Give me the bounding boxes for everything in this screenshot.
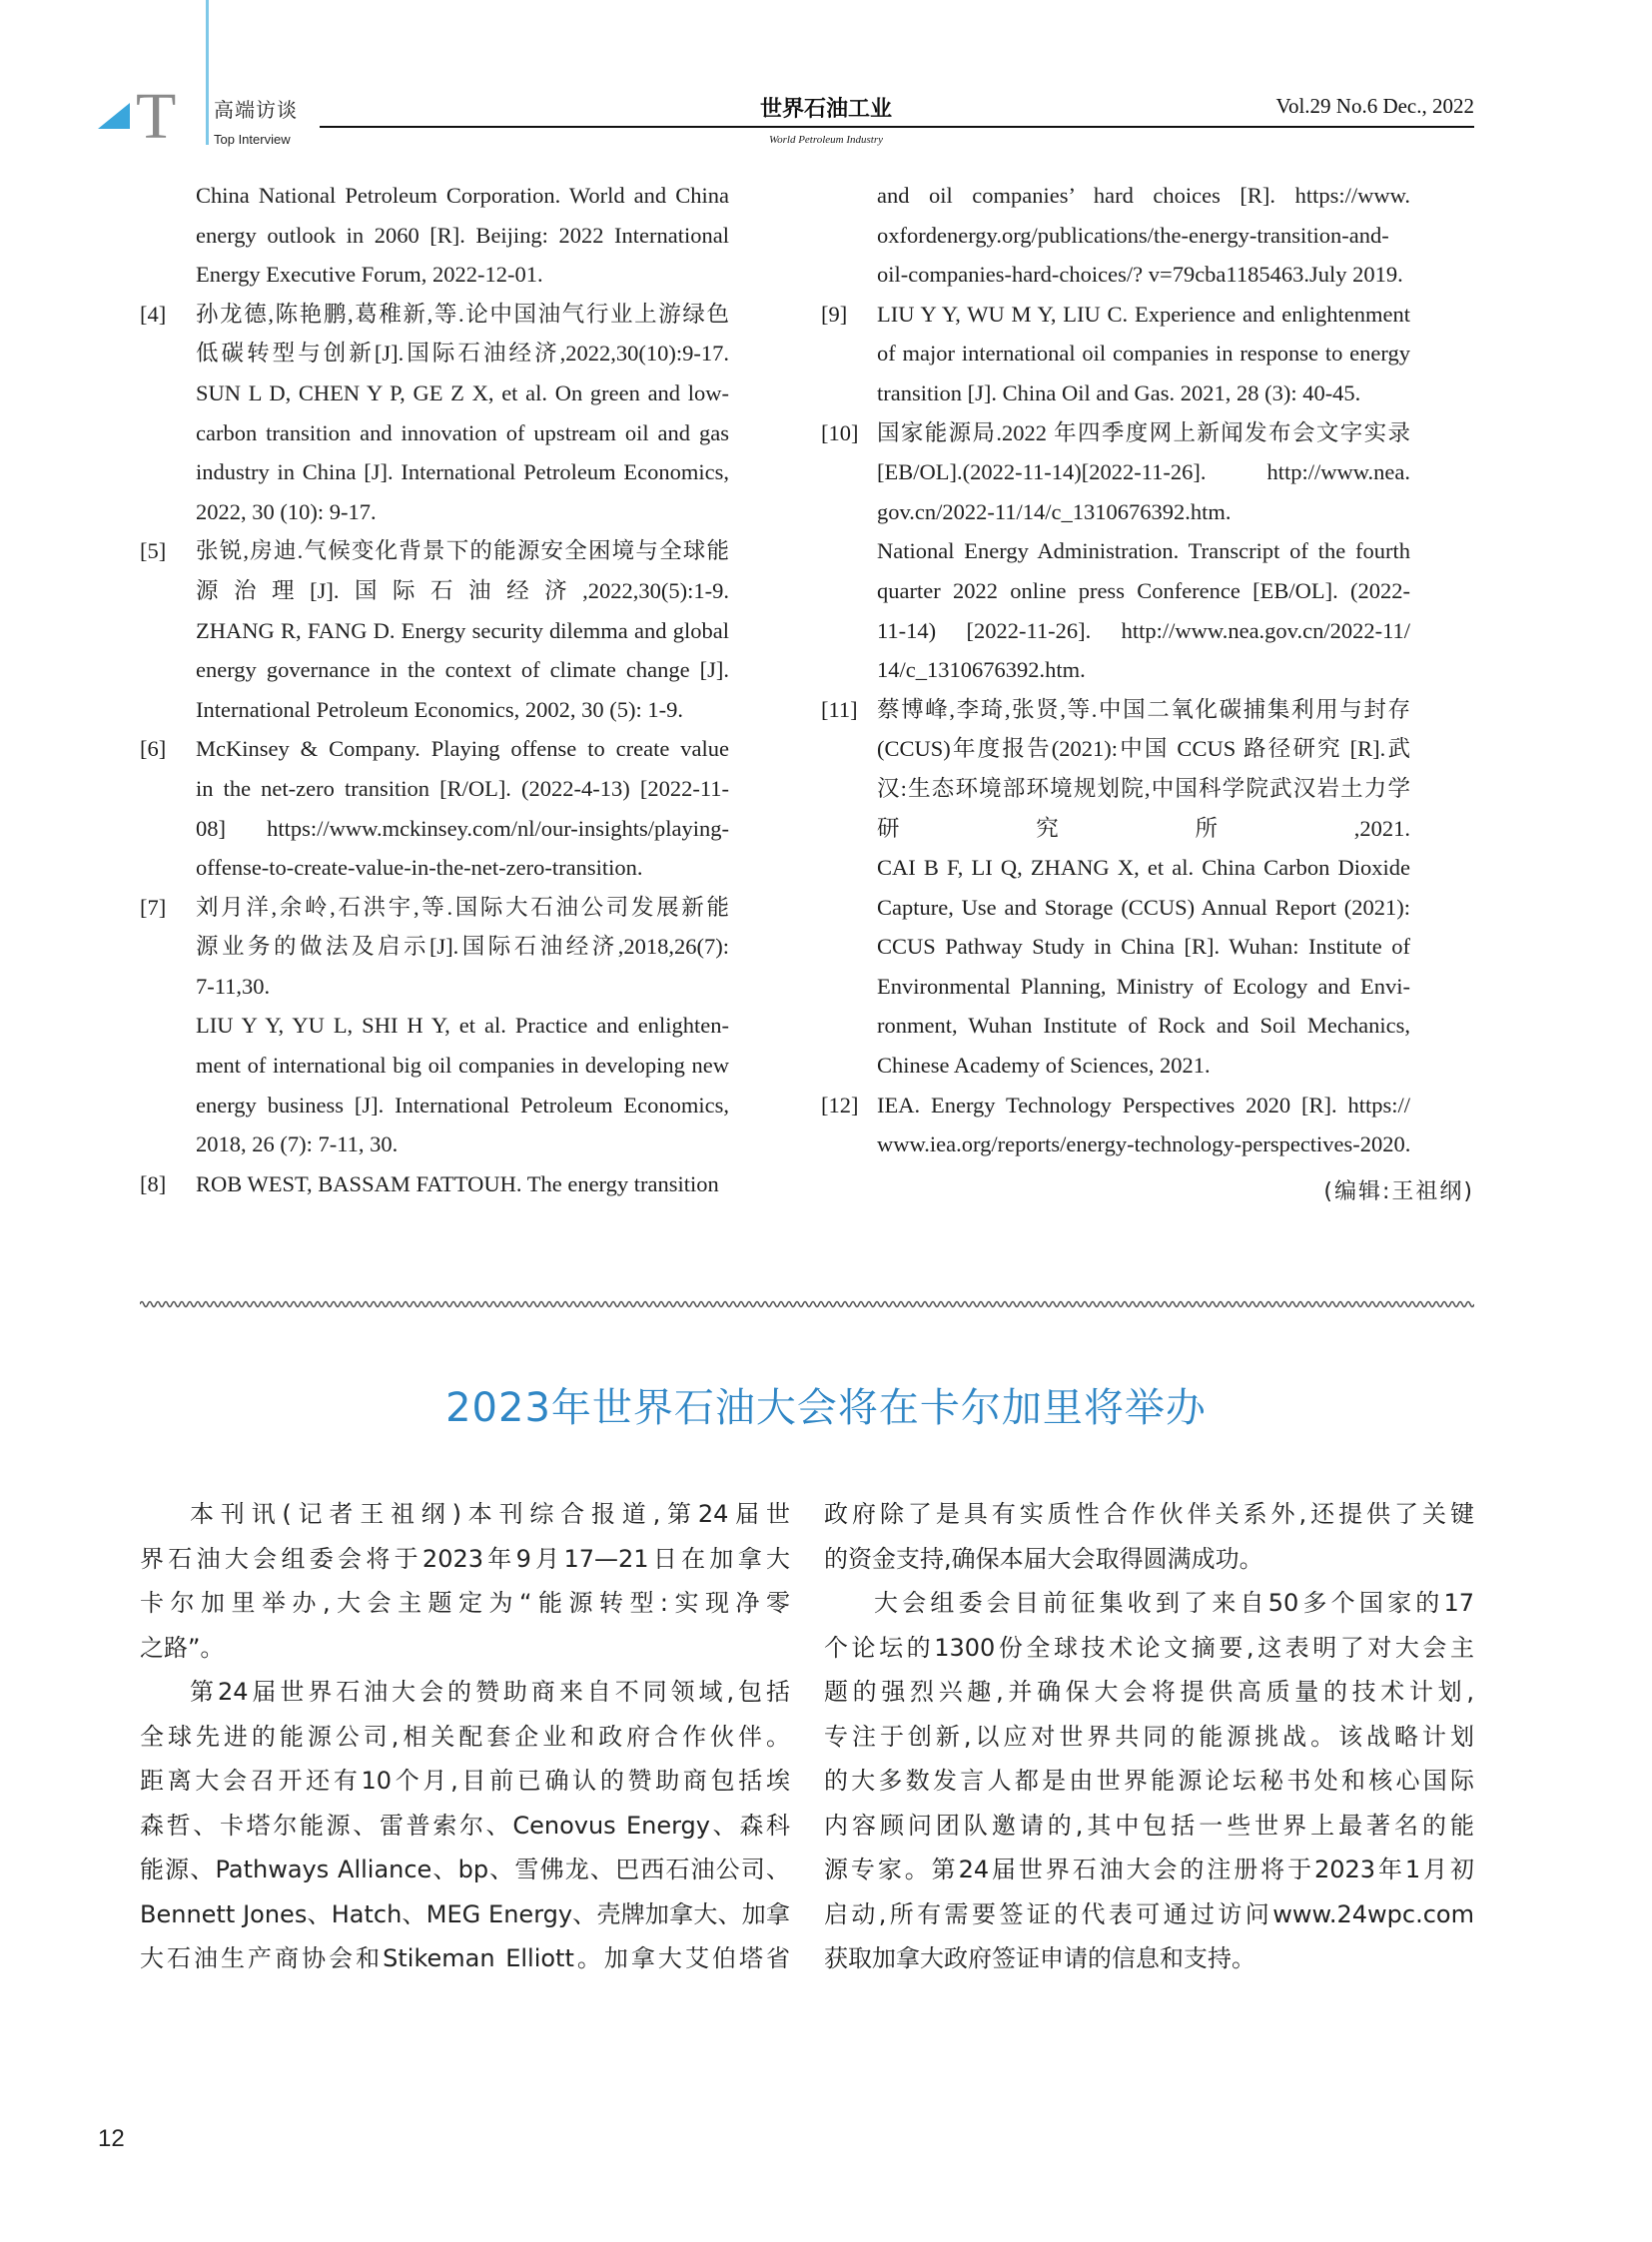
reference-text: 源治理[J].国际石油经济,2022,30(5):1-9. <box>196 577 729 603</box>
reference-line <box>821 611 1410 651</box>
reference-line <box>140 927 729 967</box>
news-paragraph-line: 大石油生产商协会和Stikeman Elliott。加拿大艾伯塔省 <box>140 1944 790 1972</box>
reference-line <box>821 216 1410 256</box>
reference-line <box>821 334 1410 374</box>
editor-note: (编辑:王祖纲) <box>1323 1179 1474 1204</box>
references-right-column <box>821 176 1410 1164</box>
news-paragraph-line: 源专家。第24届世界石油大会的注册将于2023年1月初 <box>824 1856 1474 1883</box>
reference-text: energy outlook in 2060 [R]. Beijing: 2022 International <box>196 222 729 248</box>
reference-entry <box>821 413 1410 690</box>
reference-line <box>140 452 729 492</box>
reference-line <box>821 650 1410 690</box>
reference-text: Energy Executive Forum, 2022-12-01. <box>196 262 543 288</box>
news-paragraph-line: 政府除了是具有实质性合作伙伴关系外,还提供了关键 <box>824 1500 1474 1528</box>
news-paragraph-line: 题的强烈兴趣,并确保大会将提供高质量的技术计划, <box>824 1678 1474 1706</box>
reference-text: CAI B F, LI Q, ZHANG X, et al. China Carbon Dioxide <box>877 855 1410 881</box>
news-paragraph-line: 启动,所有需要签证的代表可通过访问www.24wpc.com <box>824 1899 1474 1928</box>
reference-line <box>821 1086 1410 1125</box>
reference-line <box>140 571 729 611</box>
reference-line <box>821 295 1410 335</box>
reference-text: 低碳转型与创新[J].国际石油经济,2022,30(10):9-17. <box>196 341 729 367</box>
reference-entry <box>140 1164 729 1204</box>
reference-line <box>821 888 1410 928</box>
news-title: 2023年世界石油大会将在卡尔加里将举办 <box>445 1385 1207 1431</box>
news-paragraph-line: 本刊讯(记者王祖纲)本刊综合报道,第24届世 <box>190 1500 790 1528</box>
reference-text: ment of international big oil companies in developing new <box>196 1053 729 1079</box>
reference-text: ronment, Wuhan Institute of Rock and Soil Mechanics, <box>877 1013 1410 1039</box>
reference-line <box>140 809 729 849</box>
news-paragraph-line: 全球先进的能源公司,相关配套企业和政府合作伙伴。 <box>140 1722 790 1751</box>
news-paragraph-line: 大会组委会目前征集收到了来自50多个国家的17 <box>874 1589 1474 1617</box>
reference-entry <box>140 888 729 1164</box>
reference-text: China National Petroleum Corporation. World and China <box>196 183 729 208</box>
news-paragraph-line: 专注于创新,以应对世界共同的能源挑战。该战略计划 <box>824 1722 1474 1751</box>
news-paragraph-line: 的资金支持,确保本届大会取得圆满成功。 <box>824 1544 1263 1573</box>
reference-line <box>821 1124 1410 1164</box>
reference-line <box>140 216 729 256</box>
news-paragraph-line: 第24届世界石油大会的赞助商来自不同领域,包括 <box>190 1678 790 1706</box>
journal-title-cn: 世界石油工业 <box>759 97 892 122</box>
reference-text: gov.cn/2022-11/14/c_1310676392.htm. <box>877 498 1232 524</box>
news-paragraph-line: 个论坛的1300份全球技术论文摘要,这表明了对大会主 <box>824 1633 1474 1662</box>
reference-line <box>821 413 1410 453</box>
reference-text: carbon transition and innovation of upstream oil and gas <box>196 419 729 445</box>
volume-info: Vol.29 No.6 Dec., 2022 <box>1275 94 1474 118</box>
reference-line <box>140 690 729 730</box>
news-paragraph-line: 界石油大会组委会将于2023年9月17—21日在加拿大 <box>140 1544 790 1573</box>
reference-line <box>140 492 729 532</box>
reference-text: oxfordenergy.org/publications/the-energy-transition-and- <box>877 222 1389 248</box>
reference-line <box>140 295 729 335</box>
reference-entry <box>140 729 729 887</box>
reference-text: 2022, 30 (10): 9-17. <box>196 498 377 524</box>
reference-number: [11] <box>821 696 858 722</box>
reference-line <box>140 967 729 1007</box>
reference-line <box>821 452 1410 492</box>
reference-line <box>821 729 1410 769</box>
reference-line <box>821 571 1410 611</box>
reference-number: [8] <box>140 1170 167 1196</box>
reference-text: 14/c_1310676392.htm. <box>877 657 1086 683</box>
reference-text: 源业务的做法及启示[J].国际石油经济,2018,26(7): <box>196 934 729 960</box>
reference-line <box>140 413 729 453</box>
reference-line <box>140 531 729 571</box>
reference-number: [10] <box>821 419 859 445</box>
reference-entry <box>821 295 1410 413</box>
reference-line <box>140 176 729 216</box>
reference-text: 蔡博峰,李琦,张贤,等.中国二氧化碳捕集利用与封存 <box>877 696 1410 722</box>
news-left-column <box>140 1492 790 1981</box>
reference-number: [5] <box>140 538 167 564</box>
reference-text: 汉:生态环境部环境规划院,中国科学院武汉岩土力学 <box>877 775 1410 801</box>
reference-line <box>140 729 729 769</box>
reference-entry <box>821 1086 1410 1164</box>
triangle-icon <box>98 103 130 129</box>
reference-text: of major international oil companies in response to energy <box>877 341 1410 367</box>
reference-text: in the net-zero transition [R/OL]. (2022-4-13) [2022-11- <box>196 775 729 801</box>
reference-line <box>821 531 1410 571</box>
reference-number: [4] <box>140 301 167 327</box>
section-title-en: Top Interview <box>214 132 291 147</box>
header-rule <box>320 126 1474 128</box>
reference-text: 研究所,2021. <box>877 815 1410 841</box>
reference-line <box>140 1006 729 1046</box>
reference-text: (CCUS)年度报告(2021):中国 CCUS 路径研究 [R].武 <box>877 736 1410 762</box>
reference-text: 刘月洋,余岭,石洪宇,等.国际大石油公司发展新能 <box>196 894 729 920</box>
section-title-cn: 高端访谈 <box>214 98 298 122</box>
reference-line <box>140 769 729 809</box>
reference-text: energy business [J]. International Petroleum Economics, <box>196 1092 729 1118</box>
reference-text: Environmental Planning, Ministry of Ecology and Envi- <box>877 973 1410 999</box>
reference-text: LIU Y Y, YU L, SHI H Y, et al. Practice and enlighten- <box>196 1013 729 1039</box>
reference-text: www.iea.org/reports/energy-technology-perspectives-2020. <box>877 1131 1411 1157</box>
reference-line <box>140 848 729 888</box>
header-accent-line <box>206 0 209 145</box>
reference-line <box>821 848 1410 888</box>
reference-text: ZHANG R, FANG D. Energy security dilemma and global <box>196 617 729 643</box>
reference-text: [EB/OL].(2022-11-14)[2022-11-26]. http://www.nea. <box>877 459 1410 485</box>
reference-line <box>821 176 1410 216</box>
news-paragraph-line: 距离大会召开还有10个月,目前已确认的赞助商包括埃 <box>140 1767 790 1795</box>
reference-entry <box>821 690 1410 1086</box>
reference-text: Capture, Use and Storage (CCUS) Annual Report (2021): <box>877 894 1410 920</box>
reference-text: energy governance in the context of climate change [J]. <box>196 657 729 683</box>
reference-text: offense-to-create-value-in-the-net-zero-transition. <box>196 855 643 881</box>
reference-line <box>821 1006 1410 1046</box>
reference-number: [9] <box>821 301 848 327</box>
reference-line <box>140 374 729 413</box>
reference-text: McKinsey & Company. Playing offense to create value <box>196 736 729 762</box>
reference-number: [6] <box>140 736 167 762</box>
section-letter: T <box>136 80 177 153</box>
reference-entry <box>140 295 729 532</box>
news-right-column <box>824 1492 1474 1981</box>
reference-entry <box>140 531 729 729</box>
reference-line <box>821 809 1410 849</box>
reference-text: ROB WEST, BASSAM FATTOUH. The energy transition <box>196 1170 719 1196</box>
reference-text: Chinese Academy of Sciences, 2021. <box>877 1053 1211 1079</box>
reference-text: 国家能源局.2022 年四季度网上新闻发布会文字实录 <box>877 419 1410 445</box>
reference-text: LIU Y Y, WU M Y, LIU C. Experience and enlightenment <box>877 301 1410 327</box>
news-paragraph-line: 能源、Pathways Alliance、bp、雪佛龙、巴西石油公司、 <box>140 1856 790 1883</box>
reference-text: 08] https://www.mckinsey.com/nl/our-insights/playing- <box>196 815 729 841</box>
reference-text: 2018, 26 (7): 7-11, 30. <box>196 1131 399 1157</box>
reference-text: National Energy Administration. Transcript of the fourth <box>877 538 1410 564</box>
news-paragraph-line: 的大多数发言人都是由世界能源论坛秘书处和核心国际 <box>824 1767 1474 1795</box>
reference-line <box>821 690 1410 730</box>
reference-text: 张锐,房迪.气候变化背景下的能源安全困境与全球能 <box>196 538 729 564</box>
reference-line <box>140 888 729 928</box>
reference-text: CCUS Pathway Study in China [R]. Wuhan: Institute of <box>877 934 1410 960</box>
reference-line <box>821 967 1410 1007</box>
reference-text: quarter 2022 online press Conference [EB/OL]. (2022- <box>877 577 1410 603</box>
reference-line <box>821 1046 1410 1086</box>
reference-text: IEA. Energy Technology Perspectives 2020 [R]. https:// <box>877 1092 1410 1118</box>
reference-line <box>821 492 1410 532</box>
reference-number: [12] <box>821 1092 859 1118</box>
reference-text: and oil companies’ hard choices [R]. https://www. <box>877 183 1410 208</box>
reference-text: SUN L D, CHEN Y P, GE Z X, et al. On green and low- <box>196 379 729 405</box>
reference-line <box>821 374 1410 413</box>
reference-line <box>821 769 1410 809</box>
wavy-divider <box>140 1298 1474 1310</box>
news-paragraph-line: Bennett Jones、Hatch、MEG Energy、壳牌加拿大、加拿 <box>140 1899 790 1928</box>
reference-line <box>140 650 729 690</box>
reference-text: industry in China [J]. International Petroleum Economics, <box>196 459 729 485</box>
reference-line <box>140 611 729 651</box>
reference-line <box>140 1124 729 1164</box>
reference-line <box>140 1086 729 1125</box>
reference-text: transition [J]. China Oil and Gas. 2021, 28 (3): 40-45. <box>877 379 1361 405</box>
reference-text: International Petroleum Economics, 2002, 30 (5): 1-9. <box>196 696 684 722</box>
news-paragraph-line: 之路”。 <box>140 1633 225 1662</box>
reference-line <box>140 1046 729 1086</box>
reference-number: [7] <box>140 894 167 920</box>
reference-line <box>140 1164 729 1204</box>
reference-line <box>140 334 729 374</box>
news-paragraph-line: 内容顾问团队邀请的,其中包括一些世界上最著名的能 <box>824 1811 1474 1840</box>
reference-text: oil-companies-hard-choices/? v=79cba1185463.July 2019. <box>877 262 1403 288</box>
news-paragraph-line: 获取加拿大政府签证申请的信息和支持。 <box>824 1944 1255 1972</box>
references-left-column <box>140 176 729 1203</box>
reference-line <box>821 927 1410 967</box>
journal-title-en: World Petroleum Industry <box>768 134 884 146</box>
page-number: 12 <box>98 2125 125 2152</box>
news-paragraph-line: 森哲、卡塔尔能源、雷普索尔、Cenovus Energy、森科 <box>140 1811 790 1840</box>
reference-text: 7-11,30. <box>196 973 271 999</box>
news-paragraph-line: 卡尔加里举办,大会主题定为“能源转型:实现净零 <box>140 1589 790 1617</box>
reference-text: 孙龙德,陈艳鹏,葛稚新,等.论中国油气行业上游绿色 <box>196 301 729 327</box>
reference-text: 11-14) [2022-11-26]. http://www.nea.gov.cn/2022-11/ <box>877 617 1410 643</box>
reference-line <box>821 255 1410 295</box>
reference-line <box>140 255 729 295</box>
reference-entry <box>821 176 1410 295</box>
reference-entry <box>140 176 729 295</box>
